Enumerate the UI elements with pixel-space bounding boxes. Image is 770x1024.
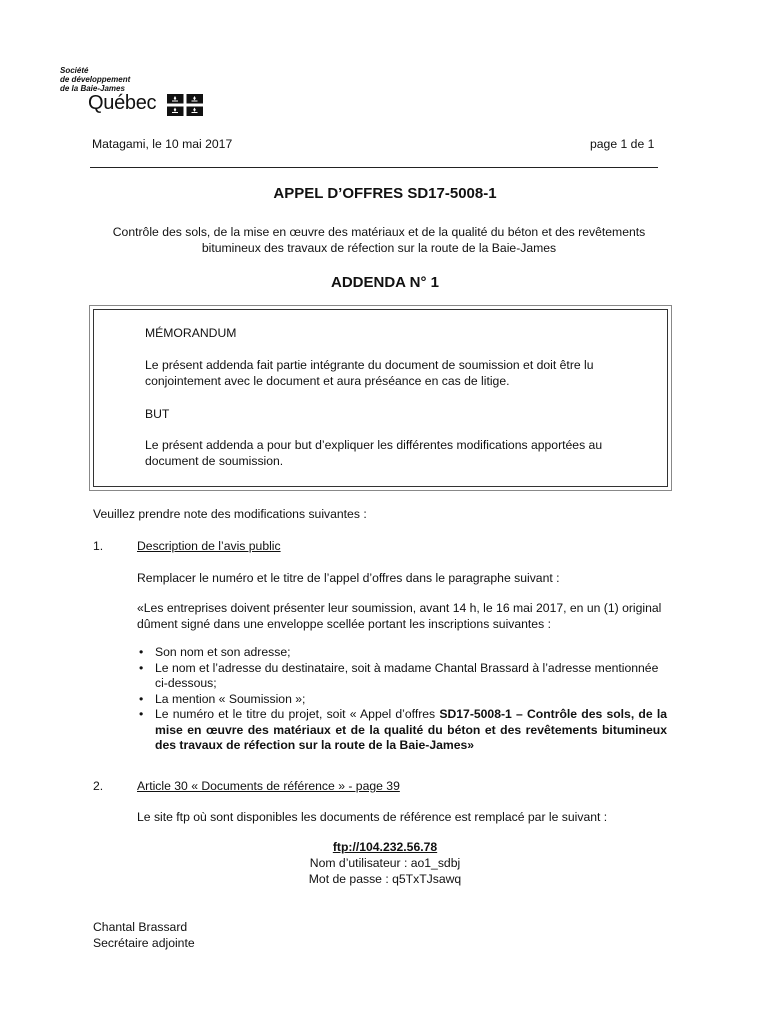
page-number: page 1 de 1 <box>590 137 655 151</box>
item-1-quote: «Les entreprises doivent présenter leur soumission, avant 14 h, le 16 mai 2017, en un (1) original dûment signé dans une enveloppe scellée portant les inscriptions suivantes : <box>137 601 662 631</box>
document-subtitle: Contrôle des sols, de la mise en œuvre des matériaux et de la qualité du béton et des revêtements bitumineux des travaux de réfection sur la route de la Baie-James <box>112 225 646 255</box>
header-divider <box>90 167 658 168</box>
list-item: • Le nom et l’adresse du destinataire, soit à madame Chantal Brassard à l’adresse mentionnée ci-dessous; <box>137 661 667 692</box>
list-item: • Son nom et son adresse; <box>137 645 667 661</box>
purpose-heading: BUT <box>145 407 170 421</box>
document-title: APPEL D’OFFRES SD17-5008-1 <box>273 185 497 202</box>
memo-heading: MÉMORANDUM <box>145 326 237 340</box>
list-item <box>137 707 667 754</box>
item-1-bullet-list <box>137 645 667 754</box>
place-and-date: Matagami, le 10 mai 2017 <box>92 137 233 151</box>
organization-name <box>60 66 180 93</box>
addenda-title: ADDENDA N° 1 <box>331 274 439 291</box>
item-1-number: 1. <box>93 539 104 553</box>
item-2-heading: Article 30 « Documents de référence » - page 39 <box>137 779 400 793</box>
bullet-prefix: Le numéro et le titre du projet, soit « Appel d’offres <box>155 707 440 721</box>
organization-line-3: de la Baie-James <box>60 84 125 93</box>
organization-line-1: Société <box>60 66 89 75</box>
purpose-paragraph: Le présent addenda a pour but d’expliquer les différentes modifications apportées au document de soumission. <box>145 438 603 468</box>
item-1-lead: Remplacer le numéro et le titre de l’appel d’offres dans le paragraphe suivant : <box>137 571 560 585</box>
ftp-username: Nom d’utilisateur : ao1_sdbj <box>309 856 461 870</box>
quebec-wordmark: Québec <box>88 92 157 114</box>
memo-paragraph: Le présent addenda fait partie intégrante du document de soumission et doit être lu conjointement avec le document et aura préséance en cas de litige. <box>145 358 594 388</box>
ftp-address[interactable]: ftp://104.232.56.78 <box>332 840 438 854</box>
signature-title: Secrétaire adjointe <box>93 936 195 950</box>
ftp-password: Mot de passe : q5TxTJsawq <box>308 872 462 886</box>
fleurdelise-flag-icon <box>167 94 203 116</box>
organization-line-2: de développement <box>60 75 131 84</box>
intro-text: Veuillez prendre note des modifications suivantes : <box>93 507 367 521</box>
item-2-lead: Le site ftp où sont disponibles les documents de référence est remplacé par le suivant : <box>137 810 608 824</box>
project-title-bold: SD17-5008-1 – Contrôle des sols, de la mise en œuvre des matériaux et de la qualité du béton et des revêtements bitumineux des travaux de réfection sur la route de la Baie-James» <box>155 707 667 752</box>
item-2-number: 2. <box>93 779 104 793</box>
item-1-heading: Description de l’avis public <box>137 539 281 553</box>
signature-name: Chantal Brassard <box>93 920 188 934</box>
list-item: • La mention « Soumission »; <box>137 692 667 708</box>
